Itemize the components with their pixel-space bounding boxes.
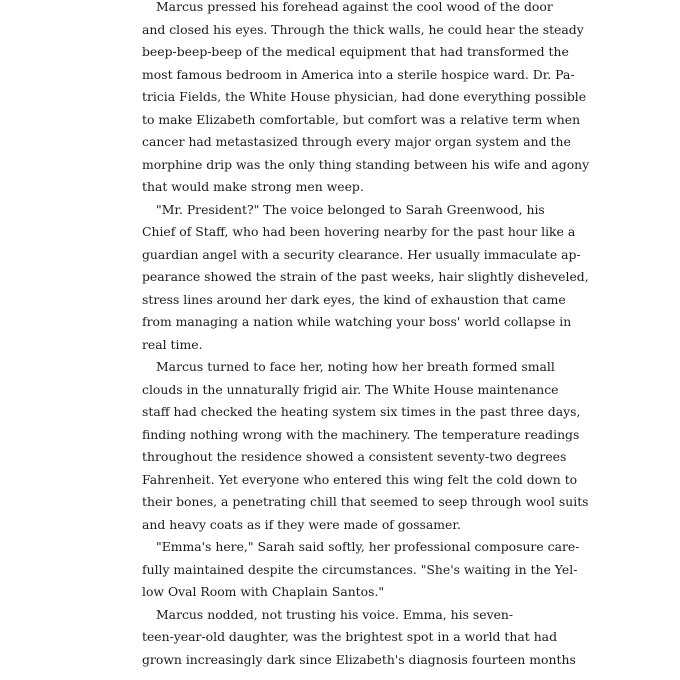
text-line: finding nothing wrong with the machinery. The temperature readings [142,426,580,442]
text-line: to make Elizabeth comfortable, but comfort was a relative term when [142,111,581,127]
text-line: Chief of Staff, who had been hovering nearby for the past hour like a [142,224,576,239]
text-line: staff had checked the heating system six times in the past three days, [142,404,581,419]
text-line: Fahrenheit. Yet everyone who entered this wing felt the cold down to [142,471,578,487]
text-line: beep-beep-beep of the medical equipment that had transformed the [142,44,569,59]
text-line: fully maintained despite the circumstances. "She's waiting in the Yel- [142,561,578,577]
text-line: from managing a nation while watching your boss' world collapse in [142,314,572,329]
text-line: that would make strong men weep. [142,179,364,194]
text-line: grown increasingly dark since Elizabeth's diagnosis fourteen months [142,651,576,667]
text-line: their bones, a penetrating chill that seemed to seep through wool suits [142,494,589,509]
text-line: stress lines around her dark eyes, the kind of exhaustion that came [142,291,566,307]
text-line: real time. [142,336,203,352]
text-line: cancer had metastasized through every major organ system and the [142,134,571,149]
text-line: low Oval Room with Chaplain Santos." [142,584,385,599]
text-line: teen-year-old daughter, was the brightest spot in a world that had [142,629,557,644]
text-line: pearance showed the strain of the past weeks, hair slightly disheveled, [142,269,589,284]
text-line: tricia Fields, the White House physician, had done everything possible [142,89,587,104]
text-line: morphine drip was the only thing standing between his wife and agony [142,156,590,172]
text-line: guardian angel with a security clearance. Her usually immaculate ap- [142,246,581,262]
text-line: "Mr. President?" The voice belonged to Sarah Greenwood, his [156,201,545,217]
text-line: throughout the residence showed a consistent seventy-two degrees [142,449,567,464]
text-line: and closed his eyes. Through the thick walls, he could hear the steady [142,21,584,37]
text-line: Marcus nodded, not trusting his voice. Emma, his seven- [156,606,514,622]
text-line: clouds in the unnaturally frigid air. The White House maintenance [142,381,559,397]
text-line: most famous bedroom in America into a sterile hospice ward. Dr. Pa- [142,66,575,82]
text-line: and heavy coats as if they were made of gossamer. [142,516,461,532]
text-line: Marcus pressed his forehead against the cool wood of the door [156,0,553,14]
body-text [142,0,590,671]
text-line: Marcus turned to face her, noting how her breath formed small [156,359,555,374]
text-line: "Emma's here," Sarah said softly, her professional composure care- [156,539,580,554]
